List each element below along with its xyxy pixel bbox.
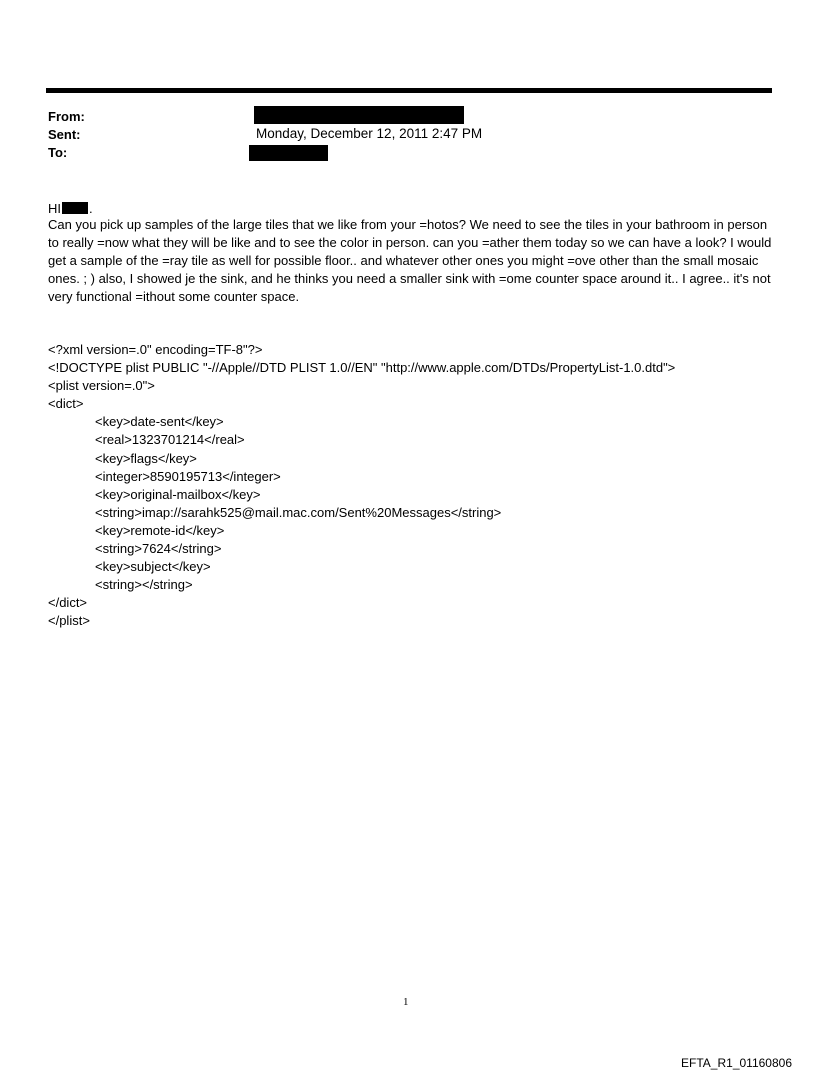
page-number: 1	[403, 996, 409, 1008]
message-body: Can you pick up samples of the large tiles that we like from your =hotos? We need to see the tiles in your bathroom in person to really =now what they will be like and to see the color in person. can you =ather them today so we can have a look? I would get a sample of the =ray tile as well for possible floor.. and whatever other ones you might =ove other than the small mosaic ones. ; ) also, I showed je the sink, and he thinks you need a smaller sink with =ome counter space around it.. I agree.. it's not very functional =ithout some counter space.	[48, 217, 772, 304]
greeting-start: HI	[48, 201, 61, 216]
xml-dict-line: <key>flags</key>	[95, 450, 197, 466]
xml-line: <!DOCTYPE plist PUBLIC "-//Apple//DTD PLIST 1.0//EN" "http://www.apple.com/DTDs/PropertyList-1.0.dtd">	[48, 360, 676, 376]
from-redaction	[254, 106, 464, 124]
xml-dict-line: <key>original-mailbox</key>	[95, 486, 261, 502]
xml-dict-line: <string>imap://sarahk525@mail.mac.com/Sent%20Messages</string>	[95, 504, 502, 520]
xml-dict-line: <string></string>	[95, 577, 193, 593]
xml-line: <dict>	[48, 396, 84, 412]
from-label: From:	[48, 109, 85, 124]
xml-dict-line: <string>7624</string>	[95, 541, 222, 557]
xml-closing-line: </dict>	[48, 595, 88, 611]
name-redaction	[62, 202, 88, 214]
sent-value: Monday, December 12, 2011 2:47 PM	[256, 126, 483, 141]
xml-closing-line: </plist>	[48, 613, 90, 629]
document-id: EFTA_R1_01160806	[681, 1056, 792, 1070]
greeting-end: .	[89, 201, 93, 216]
xml-dict-line: <key>remote-id</key>	[95, 522, 225, 538]
xml-dict-line: <key>subject</key>	[95, 559, 211, 575]
xml-dict-line: <key>date-sent</key>	[95, 414, 224, 430]
xml-dict-line: <real>1323701214</real>	[95, 432, 245, 448]
header-rule	[46, 88, 772, 93]
plist-xml	[48, 341, 675, 631]
to-label: To:	[48, 145, 68, 160]
xml-line: <?xml version=.0" encoding=TF-8"?>	[48, 342, 263, 357]
sent-label: Sent:	[48, 127, 81, 142]
xml-dict-line: <integer>8590195713</integer>	[95, 468, 281, 484]
xml-line: <plist version=.0">	[48, 378, 155, 394]
to-redaction	[249, 145, 328, 161]
